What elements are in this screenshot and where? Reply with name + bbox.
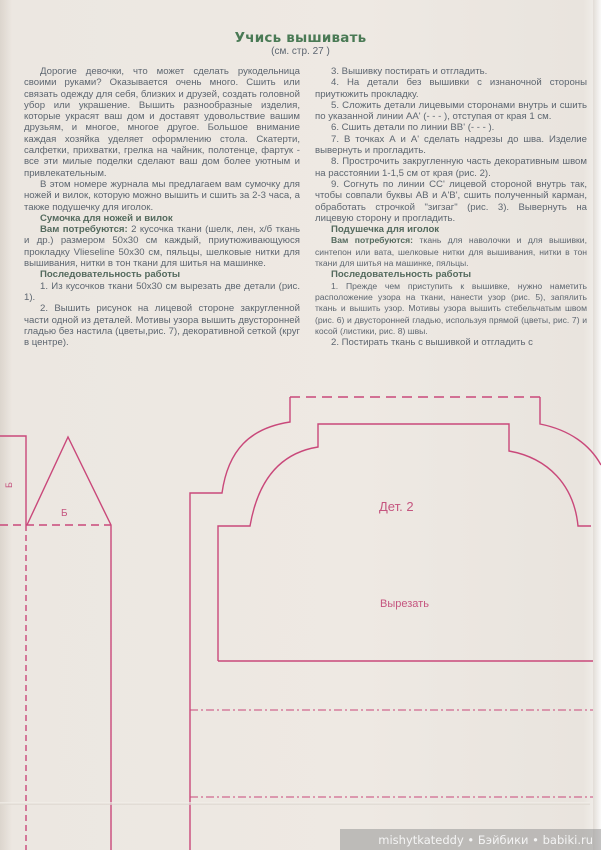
outer-arch-outline xyxy=(190,397,290,850)
step-item: 8. Прострочить закругленную часть декоративным швом на расстоянии 1-1,5 см от края (рис. 2). xyxy=(315,156,587,179)
materials-text: 2 кусочка ткани (шелк, лен, х/б ткань и др.) размером 50х30 см каждый, приутюживающуюся прокладку Vlieseline 50х30 см, пяльцы, шелковые нитки для вышивания, нитки в тон ткани для шитья на машинке. xyxy=(24,224,301,270)
paper-fold-crease xyxy=(0,802,590,805)
step-item: 1. Прежде чем приступить к вышивке, нужно наметить расположение узора на ткани, нанести узор (рис. 5), запялить ткань и вышить узор. Мотивы узора вышить стебельчатым швом (рис. 6) и двусторонней гладью, используя прямой (цветы, рис. 7) и косой (листики, рис. 8) швы. xyxy=(315,280,587,336)
steps-heading: Последовательность работы xyxy=(331,269,472,281)
step-item: 2. Постирать ткань с вышивкой и отгладить с xyxy=(331,337,533,349)
article-subtitle: (см. стр. 27 ) xyxy=(271,46,330,57)
pattern-mark-vertical: Б xyxy=(3,482,14,488)
step-item: 9. Согнуть по линии СС' лицевой стороной внутрь так, чтобы совпали буквы АВ и А'В', сшить полученный карман, обработать строчкой "зигзаг" (рис. 3). Вывернуть на лицевую сторону и прогладить. xyxy=(315,178,587,224)
section-heading: Сумочка для ножей и вилок xyxy=(40,212,173,224)
triangle-outline xyxy=(27,437,111,850)
outer-arch-right xyxy=(540,397,601,465)
step-item: 6. Сшить детали по линии ВВ' (- - - ). xyxy=(331,122,495,134)
step-item: 5. Сложить детали лицевыми сторонами внутрь и сшить по указанной линии АА' (- - - ), отступая от края 1 см. xyxy=(315,99,587,123)
intro-paragraph: Дорогие девочки, что может сделать рукодельница своими руками? Оказывается очень много. Сшить или связать одежду для себя, близких и друзей, создать головной убор или украшение. Вышить разнообразные изделия, которые украсят ваш дом и доставят удовольствие вашим друзьям, и многое, многое другое. Большое внимание каждая хозяйка уделяет оформлению стола. Скатерти, салфетки, прихватки, грелка на чайник, полотенце, фартук - все эти милые поделки сделают ваш дом более уютным и привлекательным. xyxy=(24,66,300,179)
cut-instruction-label: Вырезать xyxy=(380,598,429,610)
step-item: 2. Вышить рисунок на лицевой стороне закругленной части одной из деталей. Мотивы узора вышить двусторонней гладью без настила (цветы,рис. 7), декоративной сеткой (круг в центре). xyxy=(24,303,300,349)
materials-label: Вам потребуются: xyxy=(40,224,128,236)
intro-paragraph: В этом номере журнала мы предлагаем вам сумочку для ножей и вилок, которую можно вышить и сшить за 2-3 часа, а также подушечку для иголок. xyxy=(24,178,300,213)
left-piece-outline xyxy=(0,436,26,525)
materials-label: Вам потребуются: xyxy=(331,235,413,246)
materials-text: ткань для наволочки и для вышивки, синтепон или вата, шелковые нитки для вышивания, нитки в тон ткани для шитья на машинке, пяльцы. xyxy=(315,235,588,269)
step-item: 3. Вышивку постирать и отгладить. xyxy=(331,66,488,77)
section-heading: Подушечка для иголок xyxy=(331,224,440,236)
inner-arch-outline xyxy=(218,424,591,661)
step-item: 7. В точках А и А' сделать надрезы до шва. Изделие вывернуть и прогладить. xyxy=(315,133,587,157)
watermark-bar xyxy=(340,829,601,850)
pattern-mark-horizontal: Б xyxy=(61,508,68,519)
step-item: 1. Из кусочков ткани 50х30 см вырезать две детали (рис. 1). xyxy=(24,280,300,303)
watermark-text: mishytkateddy • Бэйбики • babiki.ru xyxy=(378,833,593,847)
article-title: Учись вышивать xyxy=(234,30,367,46)
step-item: 4. На детали без вышивки с изнаночной стороны приутюжить прокладку. xyxy=(315,77,587,100)
steps-heading: Последовательность работы xyxy=(40,269,181,281)
piece-label: Дет. 2 xyxy=(379,499,414,514)
